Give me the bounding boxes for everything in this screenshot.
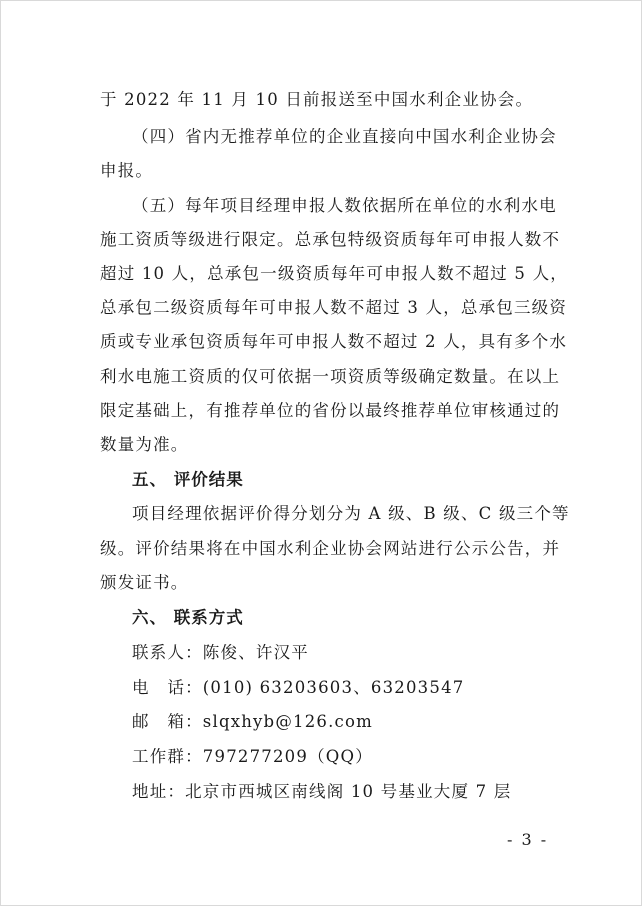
paragraph-line: 限定基础上，有推荐单位的省份以最终推荐单位审核通过的 xyxy=(100,401,561,420)
section-heading: 六、 联系方式 xyxy=(132,608,244,627)
paragraph-line: 超过 10 人，总承包一级资质每年可申报人数不超过 5 人， xyxy=(100,264,568,283)
contact-address: 地址：北京市西城区南线阁 10 号基业大厦 7 层 xyxy=(132,782,512,801)
paragraph-line: 数量为准。 xyxy=(100,435,189,454)
contact-person: 联系人：陈俊、许汉平 xyxy=(132,643,309,662)
paragraph-line: （四）省内无推荐单位的企业直接向中国水利企业协会 xyxy=(132,127,557,146)
paragraph-line: 利水电施工资质的仅可依据一项资质等级确定数量。在以上 xyxy=(100,367,561,386)
contact-work-group: 工作群：797277209（QQ） xyxy=(132,747,373,766)
contact-phone: 电 话：(010) 63203603、63203547 xyxy=(132,678,465,697)
section-heading: 五、 评价结果 xyxy=(132,470,244,489)
paragraph-line: 项目经理依据评价得分划分为 A 级、B 级、C 级三个等 xyxy=(132,504,570,523)
paragraph-line: （五）每年项目经理申报人数依据所在单位的水利水电 xyxy=(132,196,557,215)
page-number: - 3 - xyxy=(507,830,549,849)
contact-email: 邮 箱：slqxhyb@126.com xyxy=(132,712,373,731)
paragraph-line: 施工资质等级进行限定。总承包特级资质每年可申报人数不 xyxy=(100,230,561,249)
paragraph-line: 申报。 xyxy=(100,161,154,180)
paragraph-line: 于 2022 年 11 月 10 日前报送至中国水利企业协会。 xyxy=(100,90,534,109)
paragraph-line: 颁发证书。 xyxy=(100,573,189,592)
paragraph-line: 级。评价结果将在中国水利企业协会网站进行公示公告，并 xyxy=(100,539,561,558)
paragraph-line: 质或专业承包资质每年可申报人数不超过 2 人，具有多个水 xyxy=(100,332,568,351)
paragraph-line: 总承包二级资质每年可申报人数不超过 3 人，总承包三级资 xyxy=(100,298,568,317)
